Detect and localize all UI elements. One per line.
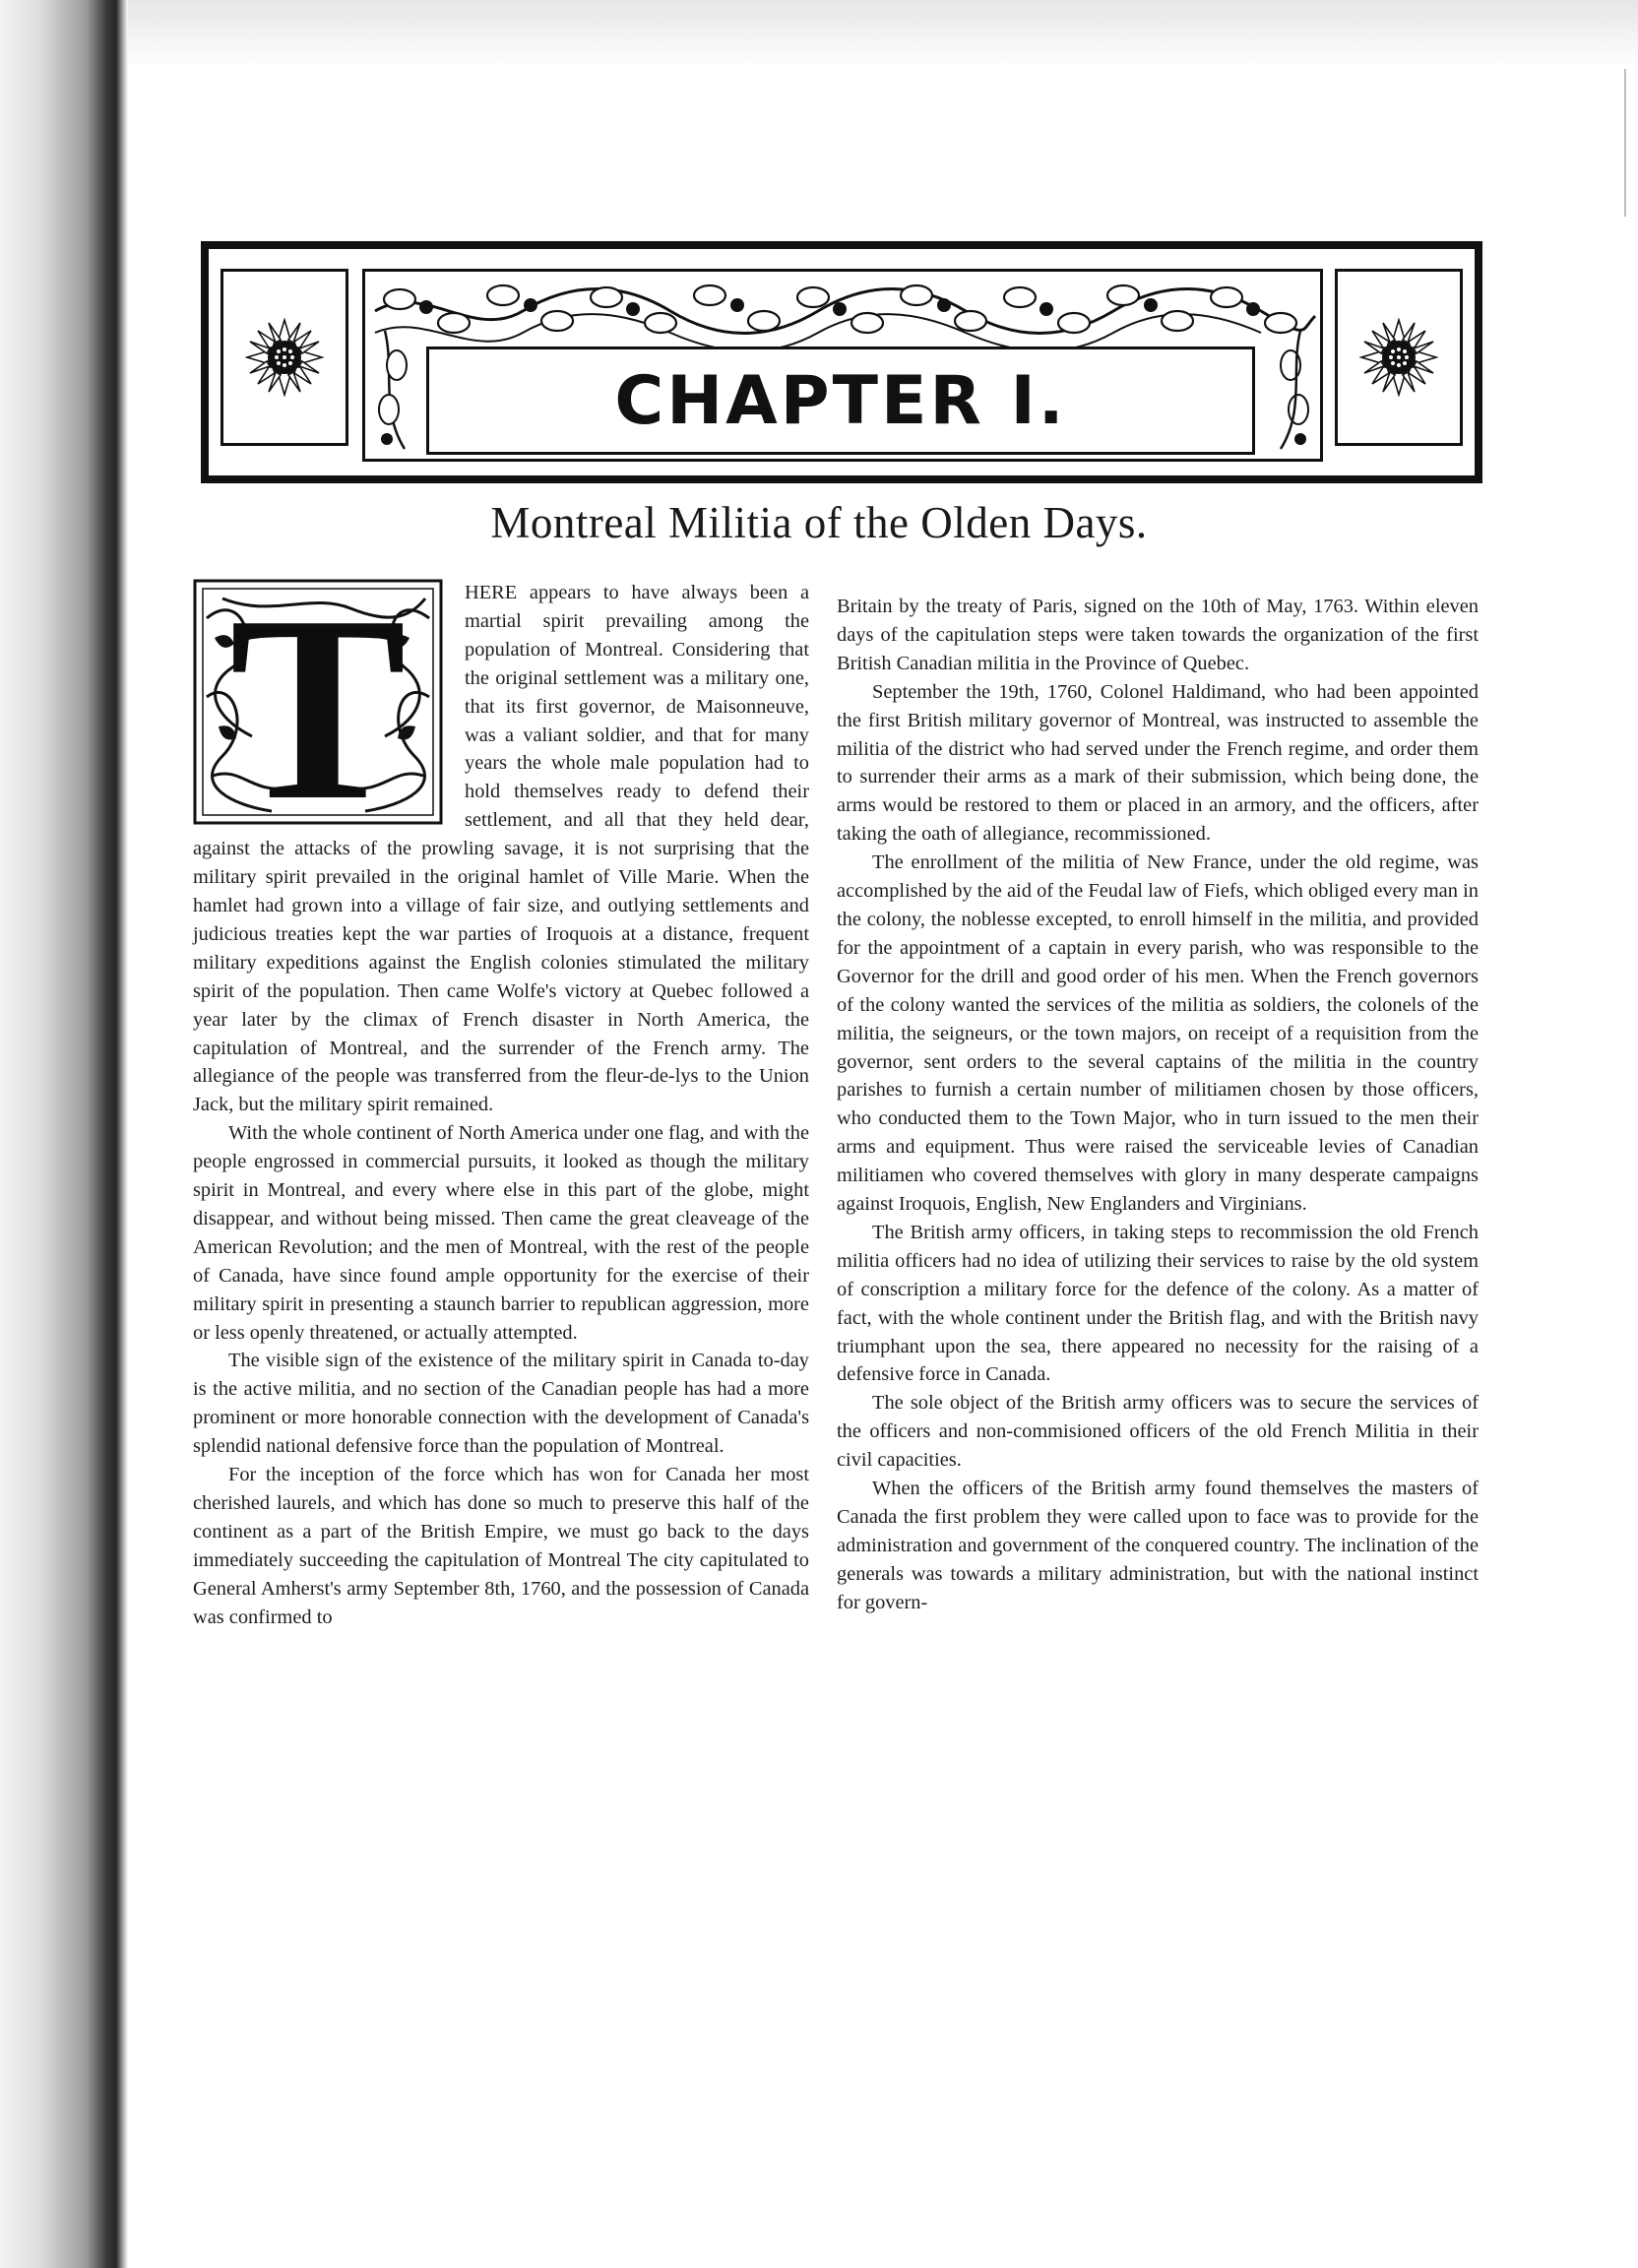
chapter-title-frame [362, 269, 1323, 462]
drop-cap-ornament [193, 579, 443, 825]
paragraph: The sole object of the British army officers was to secure the services of the officers and non-commisioned officers of the old French Militia in their civil capacities. [837, 1392, 1479, 1472]
paragraph: When the officers of the British army found themselves the masters of Canada the first problem they were called upon to face was to provide for the administration and government of the conquered country. The inclination of the generals was towards a military administration, but with the national instinct for govern- [837, 1478, 1479, 1613]
page-right-rule [1624, 69, 1626, 217]
paragraph: The enrollment of the militia of New France, under the old regime, was accomplished by the aid of the Feudal law of Fiefs, which obliged every man in the colony, the noblesse excepted, to enroll himself in the militia, and provided for the appointment of a captain in every parish, who was responsible to the Governor for the drill and good order of his men. When the French governors of the colony wanted the services of the militia as soldiers, the colonels of the militia, the seigneurs, or the town majors, on receipt of a requisition from the governor, sent orders to the several captains of the militia in the country parishes to furnish a certain number of militiamen chosen by those officers, who conducted them to the Town Major, who in turn issued to the men their arms and equipment. Thus were raised the serviceable levies of Canadian militiamen who covered themselves with glory in many desperate campaigns against Iroquois, English, New Englanders and Virginians. [837, 851, 1479, 1216]
paragraph: With the whole continent of North America under one flag, and with the people engrossed in commercial pursuits, it looked as though the military spirit in Montreal, and every where else in this part of the globe, might disappear, and without being missed. Then came the great cleaveage of the American Revolution; and the men of Montreal, with the rest of the people of Canada, have since found ample opportunity for the exercise of their military spirit in presenting a staunch barrier to republican aggression, more or less openly threatened, or actually attempted. [193, 1122, 809, 1344]
banner-inner-frame [209, 249, 1475, 475]
right-text-column [837, 593, 1479, 1617]
chapter-title-box [426, 346, 1255, 455]
book-binding-shadow [0, 0, 128, 2268]
paragraph: For the inception of the force which has won for Canada her most cherished laurels, and which has done so much to preserve this half of the continent as a part of the British Empire, we must go back to the days immediately succeeding the capitulation of Montreal The city capitulated to General Amherst's army September 8th, 1760, and the possession of Canada was confirmed to [193, 1464, 809, 1628]
chapter-title: CHAPTER I. [614, 361, 1067, 440]
article-title: Montreal Militia of the Olden Days. [490, 498, 1148, 547]
paragraph: September the 19th, 1760, Colonel Haldimand, who had been appointed the first British military governor of Montreal, was instructed to assemble the militia of the district who had served under the French regime, and order them to surrender their arms as a mark of their submission, which being done, the arms would be restored to them or placed in an armory, and the officers, after taking the oath of allegiance, recommissioned. [837, 680, 1479, 846]
paragraph: The British army officers, in taking steps to recommission the old French militia officers had no idea of utilizing their services to raise by the old system of conscription a military force for the defence of the colony. As a matter of fact, with the whole continent under the British flag, and with the British navy triumphant upon the sea, there appeared no necessity for the raising of a defensive force in Canada. [837, 1221, 1479, 1386]
sunflower-icon [1359, 318, 1438, 397]
left-ornament-box [220, 269, 348, 446]
chapter-banner [201, 241, 1482, 483]
right-ornament-box [1335, 269, 1463, 446]
page-top-edge [128, 0, 1638, 69]
paragraph: HERE appears to have always been a martial spirit prevailing among the population of Montreal. Considering that the original settlement was a military one, that its first governor, de Maisonneuve, was a valiant soldier, and that for many years the whole male population had to hold themselves ready to defend their settlement, and all that they held dear, against the attacks of the prowling savage, it is not surprising that the military spirit prevailed in the original hamlet of Ville Marie. When the hamlet had grown into a village of fair size, and outlying settlements and judicious treaties kept the war parties of Iroquois at a distance, frequent military expeditions against the English colonies stimulated the military spirit of the population. Then came Wolfe's victory at Quebec followed a year later by the climax of French disaster in North America, the capitulation of Montreal, and the surrender of the French army. The allegiance of the people was transferred from the fleur-de-lys to the Union Jack, but the military spirit remained. [193, 582, 809, 1116]
left-text-column [193, 579, 809, 1632]
drop-cap-letter: T [228, 579, 408, 825]
sunflower-icon [245, 318, 324, 397]
paragraph: The visible sign of the existence of the military spirit in Canada to-day is the active militia, and no section of the Canadian people has had a more prominent or more honorable connection with the development of Canada's splendid national defensive force than the population of Montreal. [193, 1350, 809, 1458]
paragraph: Britain by the treaty of Paris, signed on the 10th of May, 1763. Within eleven days of the capitulation steps were taken towards the organization of the first British Canadian militia in the Province of Quebec. [837, 596, 1479, 674]
